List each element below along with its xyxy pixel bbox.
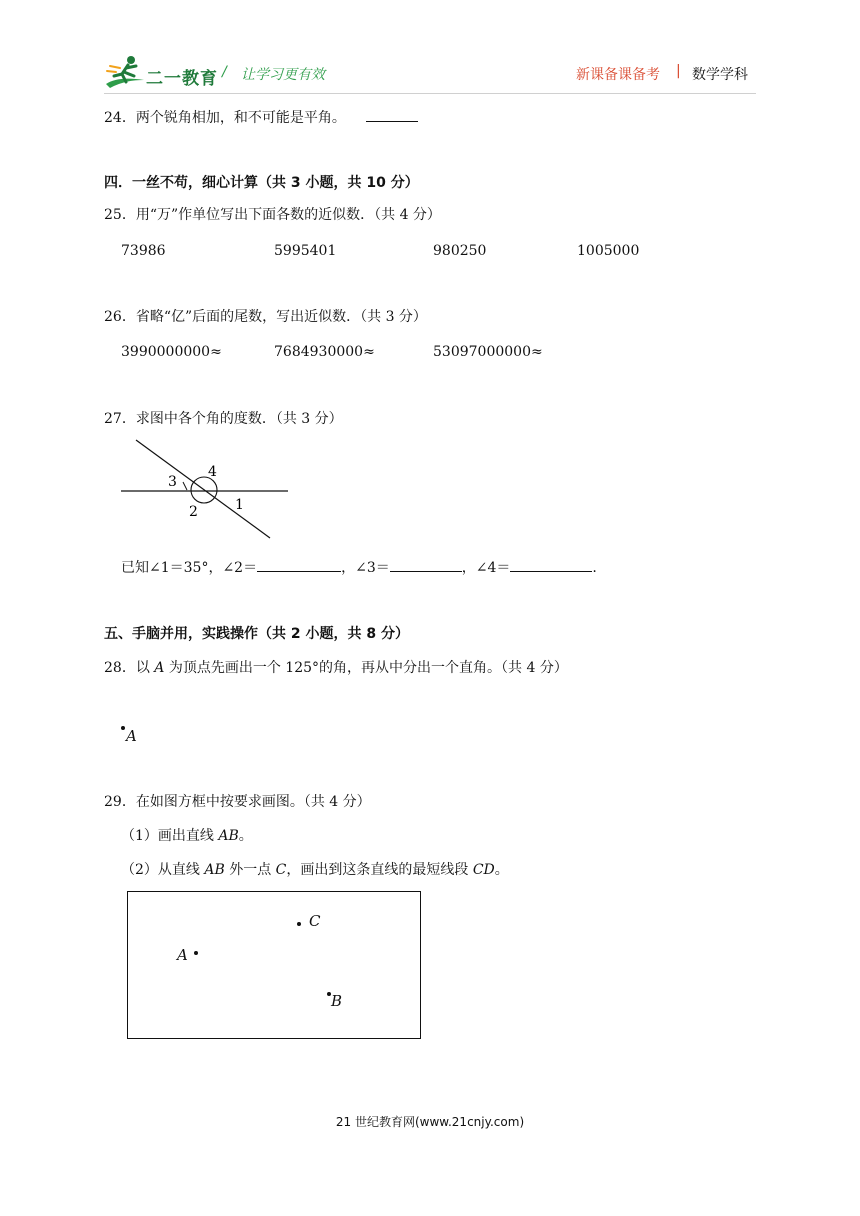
q29-step2-e: 。	[494, 862, 509, 878]
question-29-text: 29．在如图方框中按要求画图。（共 4 分）	[104, 794, 371, 810]
question-24-text: 24．两个锐角相加，和不可能是平角。	[104, 110, 346, 126]
q29-step2-ab: AB	[204, 862, 225, 878]
question-24	[104, 107, 418, 127]
runner-logo-icon	[104, 54, 146, 90]
q29-step2-b: 外一点	[224, 862, 276, 878]
point-a-label: A	[177, 946, 188, 964]
point-c-dot	[297, 922, 301, 926]
q28-point: A	[154, 660, 165, 676]
q29-step2-c: C	[275, 862, 287, 878]
angle-label-2: 2	[189, 504, 198, 520]
angle-label-3: 3	[168, 474, 177, 490]
q29-step2-d: ，画出到这条直线的最短线段	[286, 862, 473, 878]
q27-answer-line	[121, 557, 597, 577]
angle-label-4: 4	[208, 464, 217, 480]
point-a-dot	[194, 951, 198, 955]
q29-step1-post: 。	[238, 828, 253, 844]
q27-given: 已知∠1＝35°，∠2＝	[121, 560, 258, 576]
header-divider: |	[676, 63, 681, 79]
answer-blank-angle-2[interactable]	[257, 557, 341, 572]
q27-sep4: ，∠4＝	[461, 560, 511, 576]
slanted-line	[136, 440, 270, 538]
point-c-label: C	[309, 912, 321, 930]
q25-number: 1005000	[577, 243, 640, 259]
header-course-label: 新课备课备考	[576, 67, 660, 83]
answer-blank-24[interactable]	[366, 107, 418, 122]
q25-number: 5995401	[274, 243, 337, 259]
header-separator: /	[222, 64, 227, 80]
q29-step-2	[121, 861, 509, 879]
answer-blank-angle-3[interactable]	[390, 557, 462, 572]
question-27-text: 27．求图中各个角的度数．（共 3 分）	[104, 411, 343, 427]
intersecting-lines-figure	[118, 438, 292, 542]
drawing-box[interactable]	[127, 891, 421, 1039]
q26-number: 53097000000≈	[433, 344, 543, 360]
q29-step1-ab: AB	[218, 828, 239, 844]
q29-step-1	[121, 827, 253, 845]
question-28	[104, 659, 568, 677]
q26-number: 3990000000≈	[121, 344, 222, 360]
question-26-text: 26．省略“亿”后面的尾数，写出近似数．（共 3 分）	[104, 309, 427, 325]
logo-text: 二一教育	[146, 69, 218, 89]
footer-text: 21 世纪教育网(www.21cnjy.com)	[335, 1115, 525, 1129]
q25-number: 73986	[121, 243, 166, 259]
header-slogan: 让学习更有效	[241, 67, 325, 83]
header-rule	[104, 93, 756, 94]
header-subject: 数学学科	[692, 67, 748, 83]
section-4-title: 四．一丝不苟，细心计算（共 3 小题，共 10 分）	[104, 175, 419, 191]
header	[0, 0, 860, 100]
q25-number: 980250	[433, 243, 487, 259]
q26-number: 7684930000≈	[274, 344, 375, 360]
angle-3-tick	[183, 482, 187, 490]
q29-step2-cd: CD	[472, 862, 495, 878]
point-a-label: A	[126, 727, 137, 745]
q29-step1-pre: （1）画出直线	[121, 828, 219, 844]
point-a-dot	[121, 726, 125, 730]
section-5-title: 五、手脑并用，实践操作（共 2 小题，共 8 分）	[104, 626, 409, 642]
q29-step2-a: （2）从直线	[121, 862, 205, 878]
point-b-label: B	[331, 992, 343, 1010]
q28-post: 为顶点先画出一个 125°的角，再从中分出一个直角。（共 4 分）	[164, 660, 568, 676]
q27-end: .	[592, 560, 597, 576]
q27-sep3: ，∠3＝	[341, 560, 390, 576]
angle-label-1: 1	[235, 497, 244, 513]
question-25-text: 25．用“万”作单位写出下面各数的近似数．（共 4 分）	[104, 207, 441, 223]
answer-blank-angle-4[interactable]	[510, 557, 592, 572]
q28-pre: 28．以	[104, 660, 155, 676]
